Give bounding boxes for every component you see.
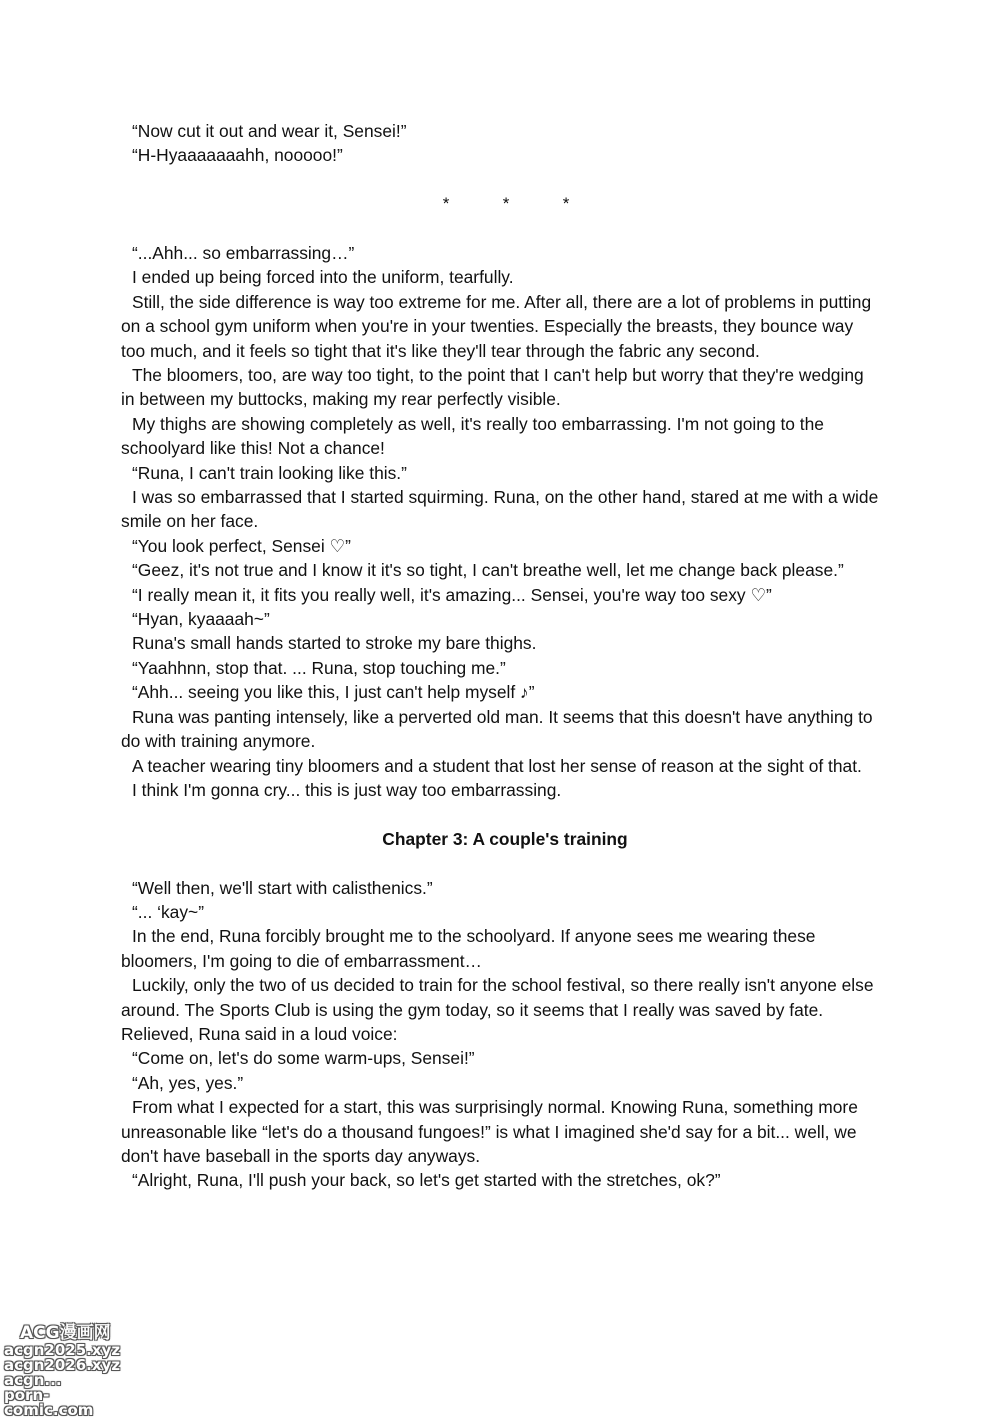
paragraph: “Geez, it's not true and I know it it's so tight, I can't breathe well, let me change back please.” — [132, 560, 844, 581]
paragraph: I think I'm gonna cry... this is just way too embarrassing. — [132, 779, 562, 800]
watermark-line: acgn2025.xyz — [4, 1341, 121, 1359]
paragraph: “H-Hyaaaaaaahh, nooooo!” — [132, 145, 343, 166]
spacer — [121, 851, 881, 875]
watermark-line: porn-comic.com — [4, 1386, 94, 1419]
paragraph: The bloomers, too, are way too tight, to the point that I can't help but worry that they're wedging in between my buttocks, making my rear perfectly visible. — [121, 365, 864, 410]
paragraph: “Well then, we'll start with calisthenics.” — [132, 877, 433, 898]
paragraph: “...Ahh... so embarrassing…” — [132, 242, 355, 263]
paragraph: My thighs are showing completely as well, it's really too embarrassing. I'm not going to the schoolyard like this! Not a chance! — [121, 413, 824, 459]
paragraph: “I really mean it, it fits you really well, it's amazing... Sensei, you're way too sexy ♡” — [132, 584, 772, 605]
paragraph: Runa's small hands started to stroke my bare thighs. — [132, 633, 537, 654]
separator-star: * — [502, 194, 510, 214]
paragraph: From what I expected for a start, this was surprisingly normal. Knowing Runa, something more unreasonable like “let's do a thousand fungoes!” is what I imagined she'd say for a bit... well, we don't have baseball in the sports day anyways. — [121, 1097, 858, 1166]
site-watermark — [4, 1323, 134, 1418]
paragraph: In the end, Runa forcibly brought me to the schoolyard. If anyone sees me wearing these bloomers, I'm going to die of embarrassment… — [121, 926, 816, 971]
paragraph: “Yaahhnn, stop that. ... Runa, stop touching me.” — [132, 657, 506, 678]
paragraph: Luckily, only the two of us decided to train for the school festival, so there really isn't anyone else around. The Sports Club is using the gym today, so it seems that I really was saved by fate. Relieved, Runa said in a loud voice: — [121, 975, 874, 1044]
paragraph: “Come on, let's do some warm-ups, Sensei!” — [132, 1048, 475, 1069]
paragraph: “Now cut it out and wear it, Sensei!” — [132, 121, 407, 141]
watermark-line: acgn2026.xyz — [4, 1356, 121, 1374]
spacer — [121, 217, 881, 241]
watermark-line: acgn... — [4, 1371, 62, 1389]
scene-separator — [121, 192, 881, 216]
paragraph: I ended up being forced into the uniform, tearfully. — [132, 267, 514, 288]
paragraph: “Hyan, kyaaaah~” — [132, 609, 270, 630]
paragraph: “Alright, Runa, I'll push your back, so let's get started with the stretches, ok?” — [132, 1170, 721, 1191]
chapter-heading: Chapter 3: A couple's training — [382, 828, 628, 849]
separator-star: * — [442, 194, 450, 214]
paragraph: Still, the side difference is way too extreme for me. After all, there are a lot of problems in putting on a school gym uniform when you're in your twenties. Especially the breasts, they bounce way too much, and it feels so tight that it's like they'll tear through the fabric any second. — [121, 291, 872, 361]
paragraph: “Runa, I can't train looking like this.” — [132, 462, 407, 483]
paragraph: “... ‘kay~” — [132, 901, 204, 922]
paragraph: “You look perfect, Sensei ♡” — [132, 535, 351, 556]
paragraph: A teacher wearing tiny bloomers and a student that lost her sense of reason at the sight of that. — [132, 755, 862, 776]
paragraph: “Ahh... seeing you like this, I just can't help myself ♪” — [132, 682, 535, 703]
paragraph: “Ah, yes, yes.” — [132, 1072, 244, 1093]
spacer — [121, 168, 881, 192]
separator-star: * — [562, 194, 570, 214]
watermark-line: ACG漫画网 — [20, 1323, 111, 1343]
document-page — [121, 119, 881, 1193]
paragraph: Runa was panting intensely, like a perverted old man. It seems that this doesn't have anything to do with training anymore. — [121, 706, 873, 752]
spacer — [121, 802, 881, 826]
paragraph: I was so embarrassed that I started squirming. Runa, on the other hand, stared at me with a wide smile on her face. — [121, 487, 879, 532]
